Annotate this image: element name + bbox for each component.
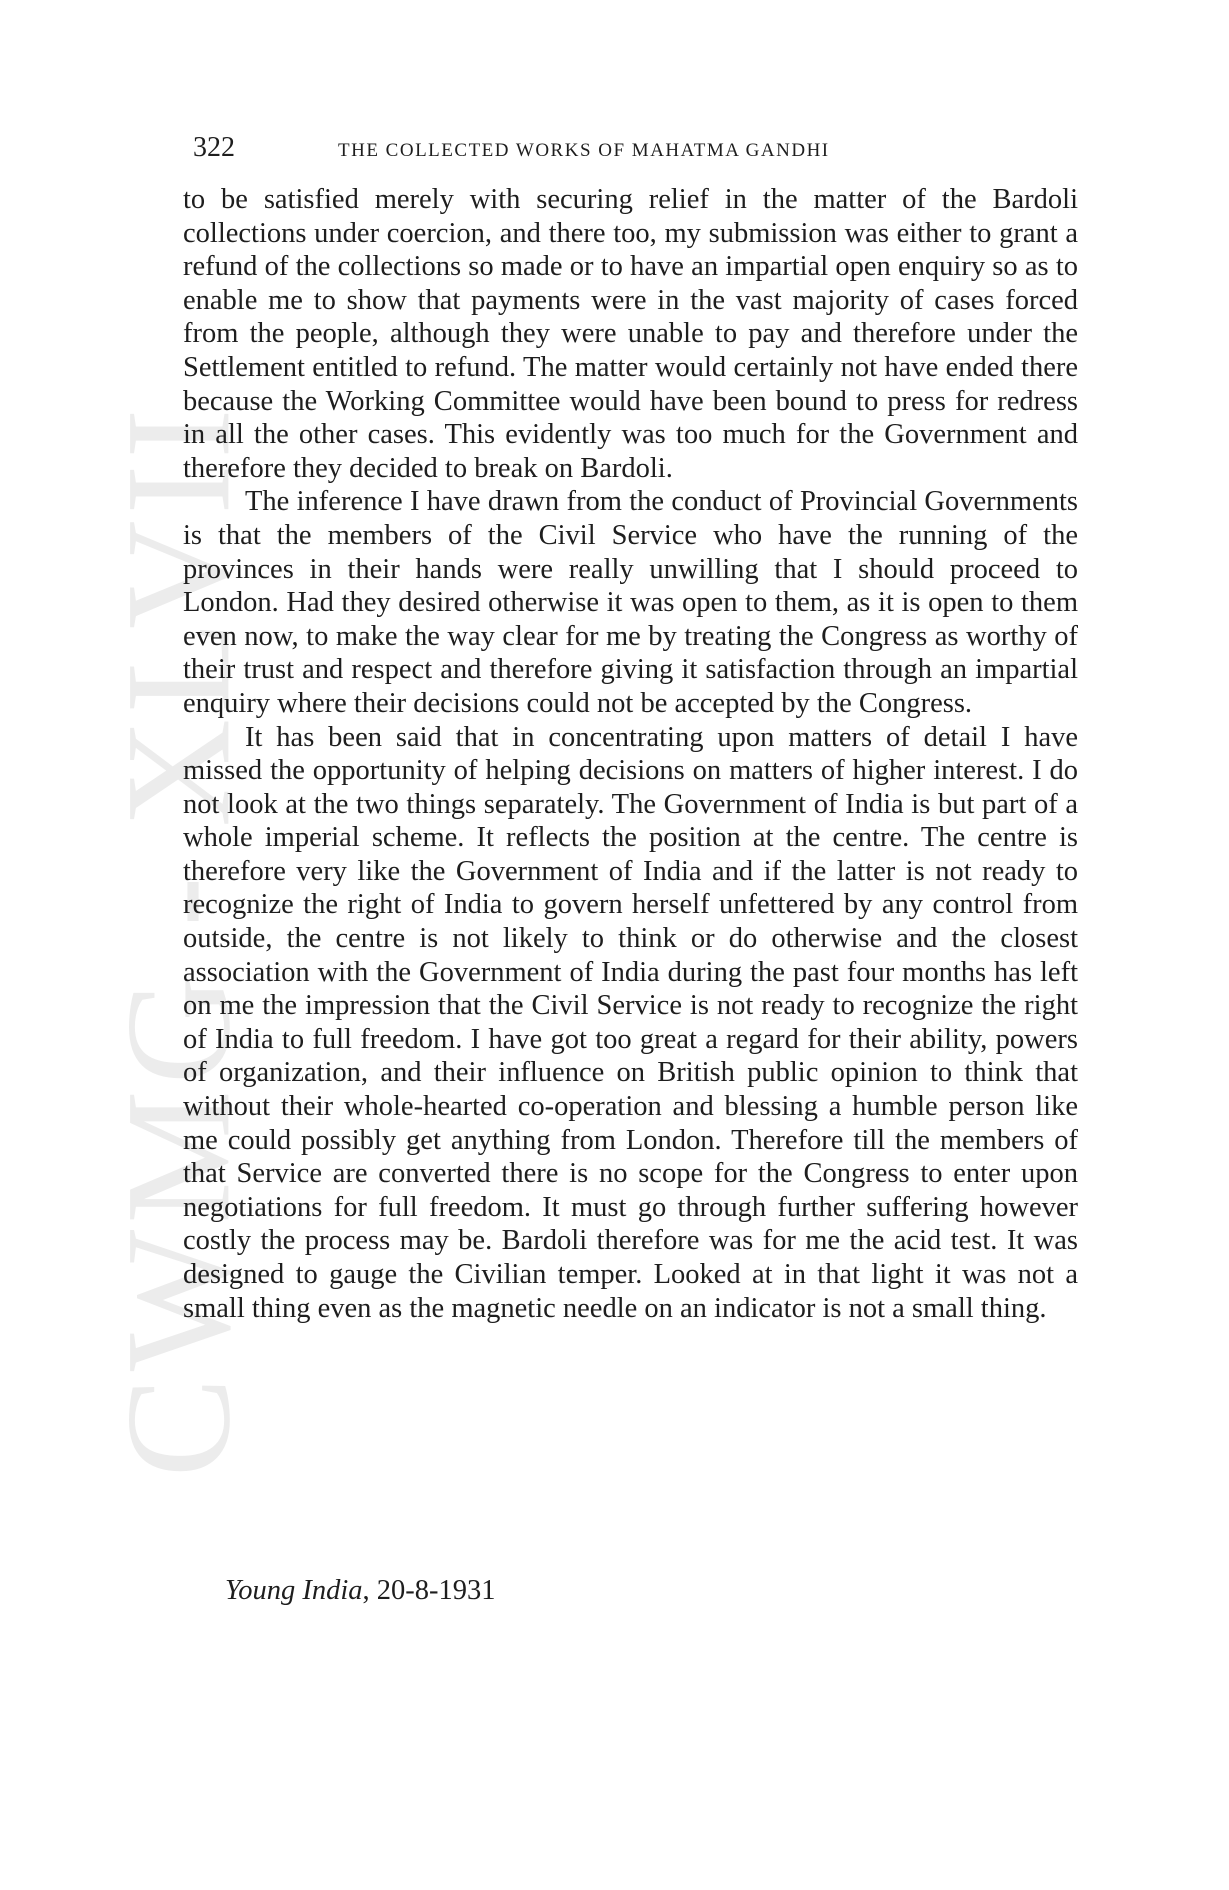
watermark-text: CWMG - XLVII	[95, 402, 261, 1478]
source-date: , 20-8-1931	[362, 1575, 496, 1606]
source-publication: Young India	[225, 1575, 363, 1606]
running-title: THE COLLECTED WORKS OF MAHATMA GANDHI	[338, 140, 830, 161]
body-text	[183, 183, 1078, 1325]
source-citation	[225, 1575, 496, 1607]
page-number: 322	[193, 132, 235, 163]
paragraph-3: It has been said that in concentrating upon matters of detail I have missed the opportunity of helping decisions on matters of higher interest. I do not look at the two things separately. The Government of India is but part of a whole imperial scheme. It reflects the position at the centre. The centre is therefore very like the Government of India and if the latter is not ready to recognize the right of India to govern herself unfettered by any control from outside, the centre is not likely to think or do otherwise and the closest association with the Government of India during the past four months has left on me the impression that the Civil Service is not ready to recognize the right of India to full freedom. I have got too great a regard for their ability, powers of organization, and their influence on British public opinion to think that without their whole-hearted co-operation and blessing a humble person like me could possibly get anything from London. Therefore till the members of that Service are converted there is no scope for the Congress to enter upon negotiations for full freedom. It must go through further suffering however costly the process may be. Bardoli therefore was for me the acid test. It was designed to gauge the Civilian temper. Looked at in that light it was not a small thing even as the magnetic needle on an indicator is not a small thing.	[183, 721, 1078, 1324]
page-header	[193, 132, 1078, 172]
paragraph-2: The inference I have drawn from the conduct of Provincial Governments is that the members of the Civil Service who have the running of the provinces in their hands were really unwilling that I should proceed to London. Had they desired otherwise it was open to them, as it is open to them even now, to make the way clear for me by treating the Congress as worthy of their trust and respect and therefore giving it satisfaction through an impartial enquiry where their decisions could not be accepted by the Congress.	[183, 486, 1078, 719]
paragraph-1: to be satisfied merely with securing relief in the matter of the Bardoli collections under coercion, and there too, my submission was either to grant a refund of the collections so made or to have an impartial open enquiry so as to enable me to show that payments were in the vast majority of cases forced from the people, although they were unable to pay and therefore under the Settlement entitled to refund. The matter would certainly not have ended there because the Working Committee would have been bound to press for redress in all the other cases. This evidently was too much for the Government and therefore they decided to break on Bardoli.	[183, 184, 1078, 484]
